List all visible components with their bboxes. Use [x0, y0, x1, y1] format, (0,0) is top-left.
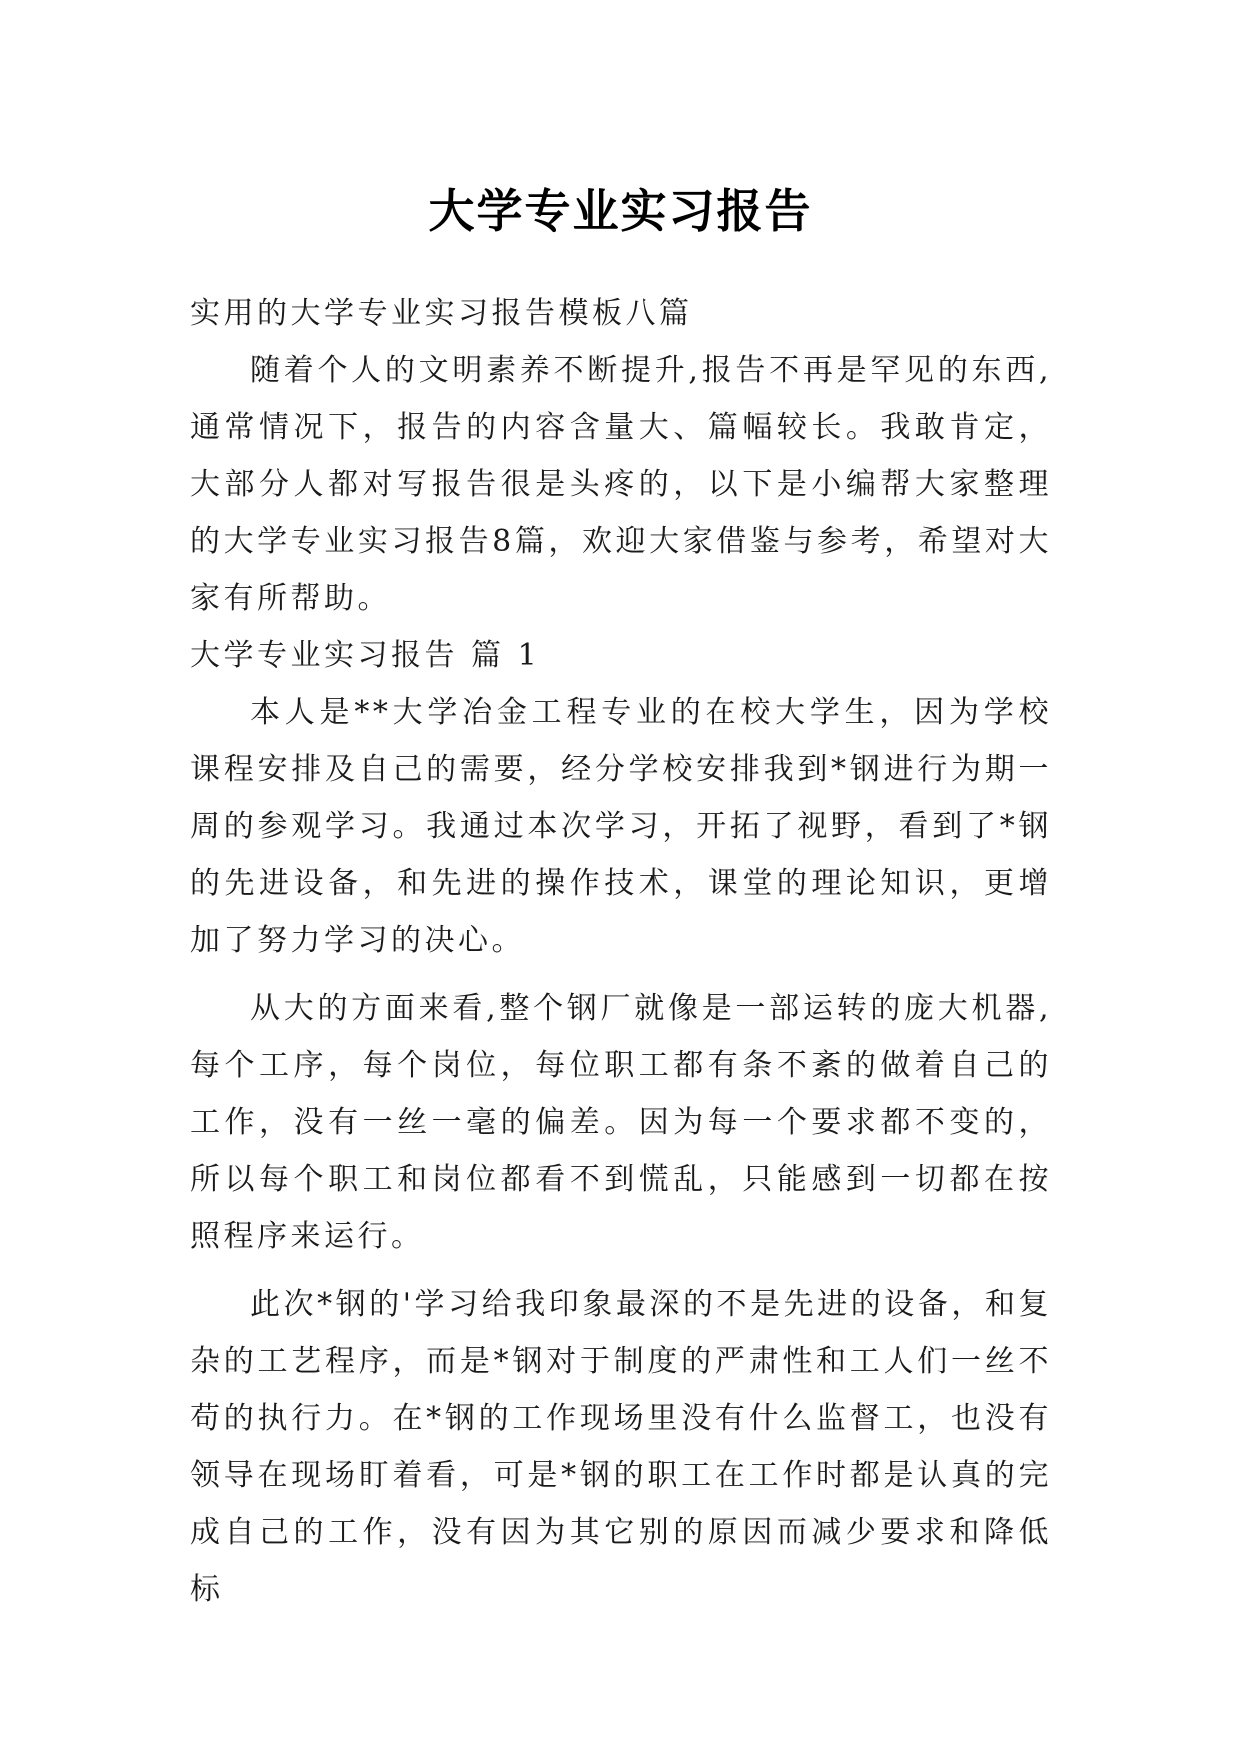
body-paragraph-1: 本人是**大学冶金工程专业的在校大学生，因为学校课程安排及自己的需要，经分学校安排我到*钢进行为期一周的参观学习。我通过本次学习，开拓了视野，看到了*钢的先进设备，和先进的操作技术，课堂的理论知识，更增加了努力学习的决心。 [190, 695, 1052, 958]
intro-paragraph: 随着个人的文明素养不断提升,报告不再是罕见的东西,通常情况下，报告的内容含量大、篇幅较长。我敢肯定，大部分人都对写报告很是头疼的，以下是小编帮大家整理的大学专业实习报告8篇，欢迎大家借鉴与参考，希望对大家有所帮助。 [190, 353, 1052, 616]
body-paragraph-2: 从大的方面来看,整个钢厂就像是一部运转的庞大机器,每个工序，每个岗位，每位职工都有条不紊的做着自己的工作，没有一丝一毫的偏差。因为每一个要求都不变的，所以每个职工和岗位都看不到慌乱，只能感到一切都在按照程序来运行。 [190, 991, 1052, 1254]
document-body [190, 285, 1052, 1618]
document-subtitle: 实用的大学专业实习报告模板八篇 [190, 296, 693, 331]
section-heading: 大学专业实习报告 篇 1 [190, 638, 541, 673]
body-paragraph-3: 此次*钢的'学习给我印象最深的不是先进的设备，和复杂的工艺程序，而是*钢对于制度的严肃性和工人们一丝不苟的执行力。在*钢的工作现场里没有什么监督工，也没有领导在现场盯着看，可是*钢的职工在工作时都是认真的完成自己的工作，没有因为其它别的原因而减少要求和降低标 [190, 1287, 1052, 1607]
document-title: 大学专业实习报告 [428, 183, 813, 238]
